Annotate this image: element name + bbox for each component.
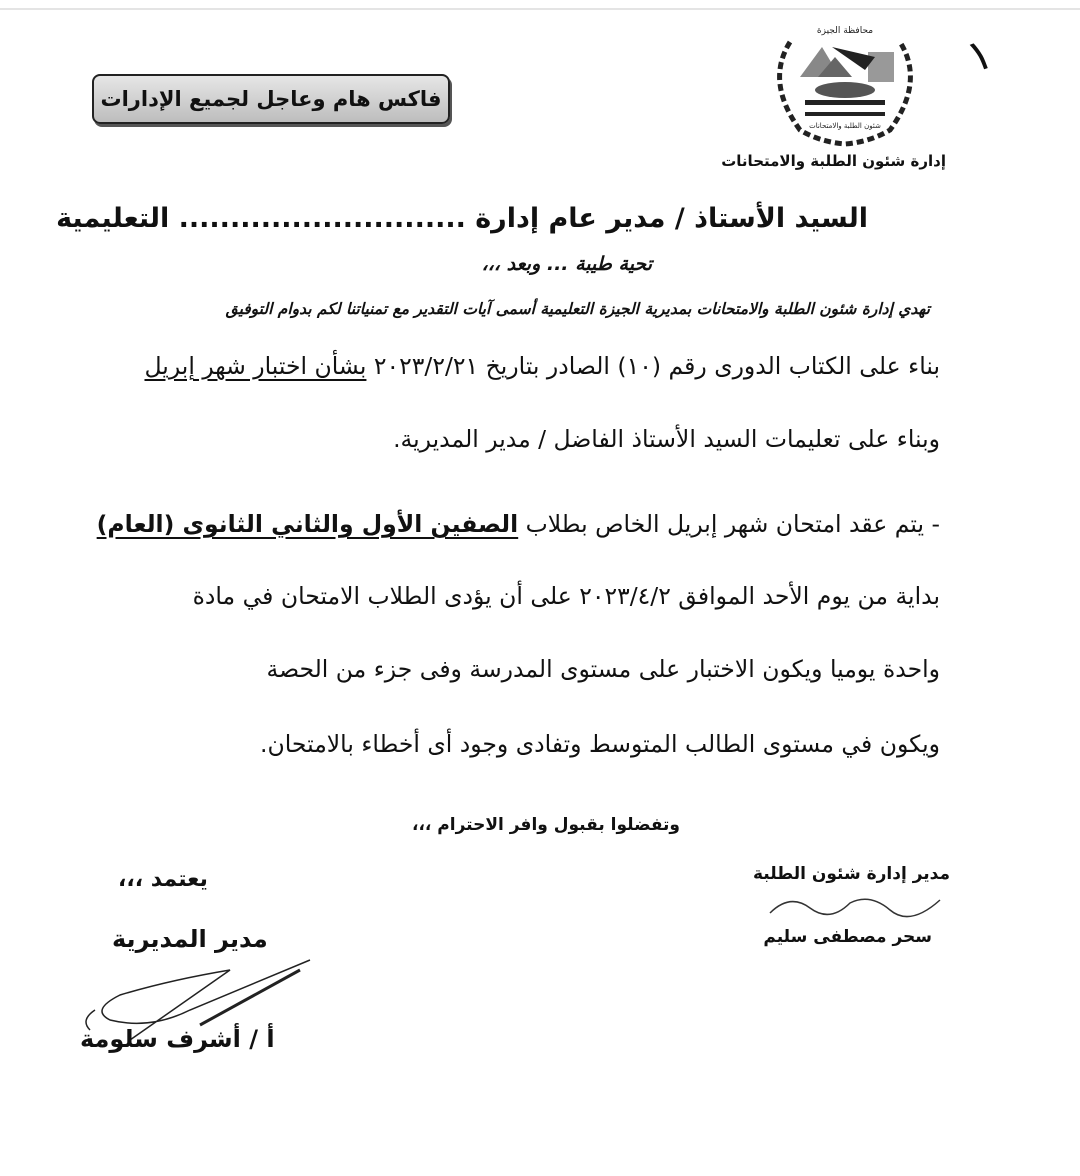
left-signatory-name: أ / أشرف سلومة bbox=[80, 1025, 275, 1053]
body-line-1: بناء على الكتاب الدورى رقم (١٠) الصادر بتاريخ ٢٠٢٣/٢/٢١ بشأن اختبار شهر إبريل bbox=[144, 352, 940, 380]
intro-line: تهدي إدارة شئون الطلبة والامتحانات بمديرية الجيزة التعليمية أسمى آيات التقدير مع تمنياتنا لكم بدوام التوفيق bbox=[225, 300, 930, 318]
fax-banner bbox=[92, 74, 450, 124]
greeting: تحية طيبة ... وبعد ،،، bbox=[481, 253, 652, 275]
page-number: ١ bbox=[960, 27, 1001, 84]
logo-subtext: شئون الطلبة والامتحانات bbox=[809, 122, 881, 130]
giza-logo bbox=[760, 22, 930, 147]
approval-label: يعتمد ،،، bbox=[118, 867, 208, 892]
fax-label: فاكس هام وعاجل لجميع الإدارات bbox=[100, 87, 442, 111]
top-border bbox=[0, 8, 1080, 10]
left-signatory-title: مدير المديرية bbox=[112, 925, 268, 953]
body-line-2: وبناء على تعليمات السيد الأستاذ الفاضل / مدير المديرية. bbox=[393, 425, 940, 453]
right-signatory-title: مدير إدارة شئون الطلبة bbox=[752, 864, 950, 884]
right-signatory-name: سحر مصطفى سليم bbox=[763, 927, 932, 947]
body-line-3: - يتم عقد امتحان شهر إبريل الخاص بطلاب الصفين الأول والثاني الثانوى (العام) bbox=[96, 510, 940, 538]
salutation: السيد الأستاذ / مدير عام إدارة ............................ التعليمية bbox=[56, 203, 868, 234]
right-signature bbox=[760, 888, 950, 928]
department-name: إدارة شئون الطلبة والامتحانات bbox=[721, 152, 946, 170]
body-line-4: بداية من يوم الأحد الموافق ٢٠٢٣/٤/٢ على أن يؤدى الطلاب الامتحان في مادة bbox=[192, 582, 940, 610]
logo-text: محافظة الجيزة bbox=[816, 26, 874, 36]
body-line-6: ويكون في مستوى الطالب المتوسط وتفادى وجود أى أخطاء بالامتحان. bbox=[260, 730, 940, 758]
closing: وتفضلوا بقبول وافر الاحترام ،،، bbox=[411, 815, 680, 835]
body-line-5: واحدة يوميا ويكون الاختبار على مستوى المدرسة وفى جزء من الحصة bbox=[266, 655, 940, 683]
